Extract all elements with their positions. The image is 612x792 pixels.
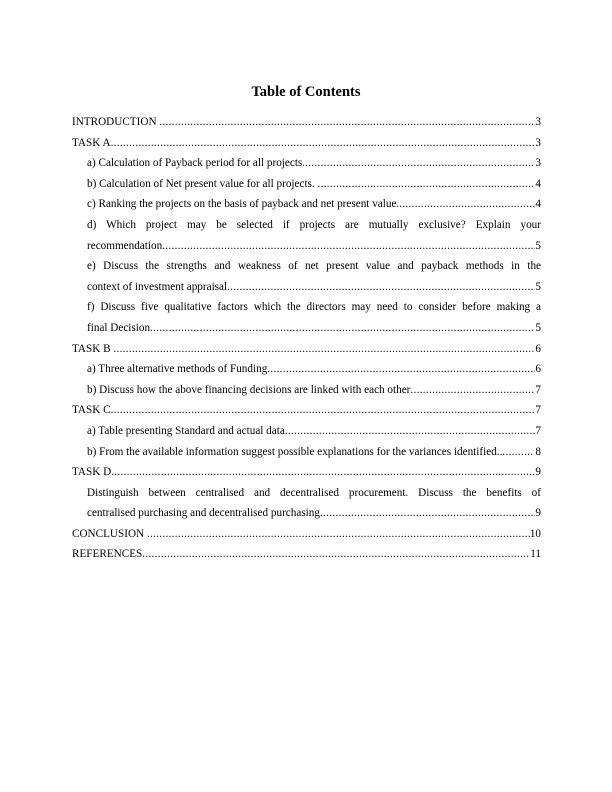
- toc-entry-label: a) Three alternative methods of Funding: [87, 363, 268, 376]
- toc-entry-row: [87, 236, 541, 257]
- dot-leader: [142, 544, 530, 565]
- toc-entry[interactable]: [72, 215, 541, 256]
- toc-entry-row: [87, 174, 541, 195]
- toc-page-number: 11: [530, 548, 541, 561]
- toc-entry-label: CONCLUSION: [72, 527, 147, 540]
- toc-entry-row: [72, 339, 541, 360]
- toc-entry[interactable]: [72, 153, 541, 174]
- toc-page-number: 8: [532, 445, 541, 458]
- toc-entry-row: [87, 194, 541, 215]
- dot-leader: [227, 277, 535, 298]
- toc-entry-first-line: d) Which project may be selected if projects are mutually exclusive? Explain your: [87, 218, 541, 231]
- toc-entry[interactable]: [72, 442, 541, 463]
- dot-leader: [111, 462, 535, 483]
- toc-entry-row: [87, 153, 541, 174]
- toc-entry[interactable]: [72, 359, 541, 380]
- toc-entry-row: [87, 421, 541, 442]
- dot-leader: [320, 503, 535, 524]
- toc-entry-row: [87, 277, 541, 298]
- toc-page-number: 7: [535, 383, 541, 396]
- toc-title: Table of Contents: [251, 84, 361, 100]
- toc-entry[interactable]: [72, 421, 541, 442]
- toc-page-number: 5: [535, 239, 541, 252]
- dot-leader: [318, 174, 536, 195]
- toc-entry-row: [72, 400, 541, 421]
- toc-entry[interactable]: [72, 524, 541, 545]
- toc-page-number: 6: [535, 342, 541, 355]
- toc-page-number: 4: [535, 177, 541, 190]
- toc-entry-label: centralised purchasing and decentralised purchasing: [87, 507, 320, 520]
- dot-leader: [410, 380, 535, 401]
- toc-entry-label: a) Calculation of Payback period for all projects.: [87, 157, 306, 170]
- toc-entry-row: [72, 133, 541, 154]
- toc-entry-row: [87, 380, 541, 401]
- toc-entry-label: REFERENCES: [72, 548, 143, 561]
- toc-entry[interactable]: [72, 112, 541, 133]
- dot-leader: [147, 524, 530, 545]
- toc-entry[interactable]: [72, 194, 541, 215]
- toc-entry-label: b) From the available information suggest possible explanations for the variances identified..: [87, 445, 503, 458]
- toc-entry-label: TASK C: [72, 404, 111, 417]
- toc-page-number: 5: [535, 280, 541, 293]
- toc-entry[interactable]: [72, 544, 541, 565]
- toc-page-number: 6: [535, 363, 541, 376]
- toc-entry-row: [87, 359, 541, 380]
- toc-entry[interactable]: [72, 174, 541, 195]
- dot-leader: [111, 400, 536, 421]
- toc-entry-label: final Decision: [87, 321, 151, 334]
- toc-entry-label: c) Ranking the projects on the basis of payback and net present value.: [87, 198, 400, 211]
- toc-entry-label: a) Table presenting Standard and actual data: [87, 424, 285, 437]
- toc-page-number: 7: [535, 424, 541, 437]
- toc-entry-label: TASK D: [72, 466, 112, 479]
- dot-leader: [399, 194, 535, 215]
- toc-entry-first-line: e) Discuss the strengths and weakness of net present value and payback methods in the: [87, 260, 541, 273]
- dot-leader: [267, 359, 535, 380]
- toc-page-number: 9: [535, 466, 541, 479]
- toc-entry[interactable]: [72, 297, 541, 338]
- dot-leader: [159, 112, 535, 133]
- toc-page-number: 3: [535, 136, 541, 149]
- toc-page-number: 5: [535, 321, 541, 334]
- toc-entry-label: context of investment appraisal: [87, 280, 228, 293]
- toc-entry-first-line: Distinguish between centralised and decentralised procurement. Discuss the benefits of: [87, 486, 541, 499]
- dot-leader: [162, 236, 535, 257]
- toc-entry-row: [72, 544, 541, 565]
- dot-leader: [305, 153, 535, 174]
- toc-list: [72, 112, 541, 565]
- toc-entry-label: b) Calculation of Net present value for all projects.: [87, 177, 318, 190]
- toc-entry-first-line: f) Discuss five qualitative factors which the directors may need to consider before making a: [87, 301, 541, 314]
- toc-entry-label: INTRODUCTION: [72, 116, 160, 128]
- toc-entry-row: [72, 462, 541, 483]
- toc-entry[interactable]: [72, 339, 541, 360]
- toc-page-number: 9: [535, 507, 541, 520]
- toc-entry-row: [87, 318, 541, 339]
- dot-leader: [150, 318, 535, 339]
- dot-leader: [285, 421, 536, 442]
- toc-entry-row: [72, 112, 541, 133]
- dot-leader: [113, 339, 535, 360]
- toc-entry[interactable]: [72, 462, 541, 483]
- toc-entry[interactable]: [72, 256, 541, 297]
- dot-leader: [502, 442, 532, 463]
- toc-entry-row: [87, 442, 541, 463]
- dot-leader: [111, 133, 536, 154]
- toc-entry[interactable]: [72, 133, 541, 154]
- toc-entry-row: [72, 524, 541, 545]
- toc-entry[interactable]: [72, 380, 541, 401]
- toc-entry[interactable]: [72, 483, 541, 524]
- toc-entry-label: TASK B: [72, 342, 114, 355]
- toc-page-number: 3: [535, 116, 541, 128]
- toc-page-number: 3: [535, 157, 541, 170]
- toc-entry-row: [87, 503, 541, 524]
- toc-entry-label: b) Discuss how the above financing decisions are linked with each other: [87, 383, 411, 396]
- toc-page-number: 10: [529, 527, 541, 540]
- toc-entry[interactable]: [72, 400, 541, 421]
- toc-entry-label: TASK A: [72, 136, 111, 149]
- toc-page-number: 4: [535, 198, 541, 211]
- toc-page-number: 7: [535, 404, 541, 417]
- toc-entry-label: recommendation: [87, 239, 163, 252]
